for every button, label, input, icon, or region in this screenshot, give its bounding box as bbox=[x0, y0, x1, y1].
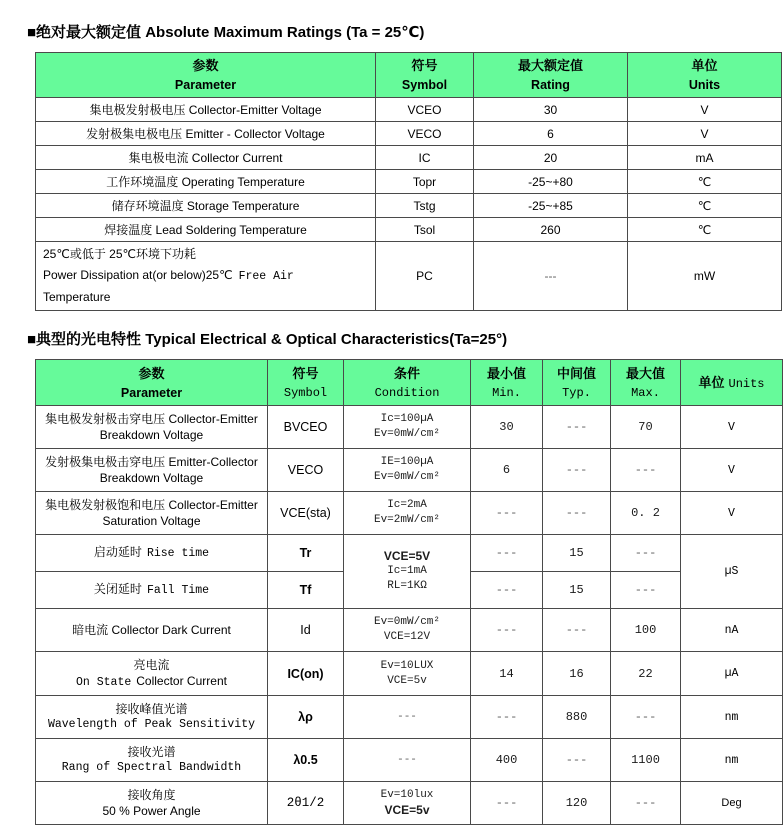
param-header-zh: 参数 bbox=[138, 365, 165, 381]
rating-cell: 20 bbox=[474, 146, 628, 170]
param-en: Fall Time bbox=[146, 584, 210, 597]
table-row bbox=[36, 218, 782, 242]
param-en: 50 % Power Angle bbox=[102, 804, 201, 818]
units-cell: mA bbox=[628, 146, 782, 170]
typ-header-zh: 中间值 bbox=[556, 365, 596, 381]
absolute-maximum-ratings-table bbox=[35, 52, 782, 311]
condition-line: Ev=10LUX bbox=[380, 659, 434, 672]
typ-cell: 880 bbox=[543, 696, 611, 739]
units-cell: V bbox=[681, 492, 783, 535]
symbol-cell: BVCEO bbox=[268, 406, 344, 449]
symbol-header-cell bbox=[376, 53, 474, 98]
param-cell: 工作环境温度 Operating Temperature bbox=[36, 170, 376, 194]
table2-header bbox=[36, 360, 783, 406]
units-cell-merged: µS bbox=[681, 535, 783, 609]
table1-header bbox=[36, 53, 782, 98]
pc-param-line2-sans: Power Dissipation at(or below)25℃ bbox=[43, 268, 233, 282]
param-en-mono: On State bbox=[76, 675, 132, 689]
max-cell: 0. 2 bbox=[611, 492, 681, 535]
rating-cell: 30 bbox=[474, 98, 628, 122]
units-header-zh: 单位 bbox=[698, 374, 725, 390]
condition-cell: --- bbox=[344, 739, 471, 782]
condition-line: VCE=5V bbox=[383, 549, 431, 563]
table1-header-row bbox=[36, 53, 782, 98]
param-cell: 暗电流 Collector Dark Current bbox=[36, 609, 268, 652]
typ-cell: 15 bbox=[543, 572, 611, 609]
units-cell: nm bbox=[681, 696, 783, 739]
symbol-header-zh: 符号 bbox=[411, 58, 438, 73]
min-cell: --- bbox=[471, 535, 543, 572]
condition-line: Ev=0mW/cm² bbox=[373, 616, 440, 628]
min-header-zh: 最小值 bbox=[486, 365, 526, 381]
param-cell bbox=[36, 652, 268, 696]
param-cell: 发射极集电极击穿电压 Emitter-Collector Breakdown Voltage bbox=[36, 449, 268, 492]
param-en: Rang of Spectral Bandwidth bbox=[61, 761, 242, 774]
min-header-cell bbox=[471, 360, 543, 406]
condition-cell bbox=[344, 492, 471, 535]
table-row bbox=[36, 98, 782, 122]
param-cell: 储存环境温度 Storage Temperature bbox=[36, 194, 376, 218]
param-cell bbox=[36, 572, 268, 609]
units-cell: ℃ bbox=[628, 170, 782, 194]
symbol-cell: Id bbox=[268, 609, 344, 652]
max-cell: 1100 bbox=[611, 739, 681, 782]
symbol-cell: Tr bbox=[268, 535, 344, 572]
rating-cell: 6 bbox=[474, 122, 628, 146]
pc-param-line2 bbox=[43, 265, 368, 287]
param-header-zh: 参数 bbox=[192, 58, 219, 73]
param-cell bbox=[36, 242, 376, 311]
rating-cell: -25~+80 bbox=[474, 170, 628, 194]
param-header-en: Parameter bbox=[120, 385, 183, 400]
symbol-cell: Tstg bbox=[376, 194, 474, 218]
condition-line: RL=1KΩ bbox=[387, 580, 427, 592]
condition-cell bbox=[344, 782, 471, 825]
symbol-cell: λρ bbox=[268, 696, 344, 739]
condition-line: Ev=0mW/cm² bbox=[373, 428, 440, 440]
table-row bbox=[36, 194, 782, 218]
param-zh: 接收光谱 bbox=[127, 745, 176, 759]
param-cell: 集电极发射极饱和电压 Collector-Emitter Saturation Voltage bbox=[36, 492, 268, 535]
table-row-power-angle bbox=[36, 782, 783, 825]
min-cell: 400 bbox=[471, 739, 543, 782]
max-cell: --- bbox=[611, 696, 681, 739]
max-cell: --- bbox=[611, 535, 681, 572]
units-header-en: Units bbox=[728, 376, 765, 391]
typ-cell: --- bbox=[543, 406, 611, 449]
param-header-cell bbox=[36, 360, 268, 406]
table-row-bvceo bbox=[36, 406, 783, 449]
symbol-header-cell bbox=[268, 360, 344, 406]
condition-header-cell bbox=[344, 360, 471, 406]
symbol-header-zh: 符号 bbox=[292, 365, 319, 381]
min-header-en: Min. bbox=[492, 385, 521, 400]
symbol-cell: VECO bbox=[376, 122, 474, 146]
symbol-cell: VCEO bbox=[376, 98, 474, 122]
typ-cell: 120 bbox=[543, 782, 611, 825]
max-header-zh: 最大值 bbox=[625, 365, 665, 381]
param-cell bbox=[36, 739, 268, 782]
typ-cell: --- bbox=[543, 609, 611, 652]
symbol-cell: VCE(sta) bbox=[268, 492, 344, 535]
param-header-cell bbox=[36, 53, 376, 98]
min-cell: --- bbox=[471, 696, 543, 739]
pc-param-line1: 25℃或低于 25℃环境下功耗 bbox=[43, 247, 196, 261]
table-row-vce-sta bbox=[36, 492, 783, 535]
units-cell: V bbox=[681, 449, 783, 492]
condition-line: VCE=5v bbox=[387, 674, 427, 687]
symbol-cell: Tsol bbox=[376, 218, 474, 242]
param-header-en: Parameter bbox=[174, 78, 237, 92]
min-cell: 14 bbox=[471, 652, 543, 696]
table-row bbox=[36, 170, 782, 194]
rating-header-en: Rating bbox=[531, 78, 570, 92]
symbol-cell: λ0.5 bbox=[268, 739, 344, 782]
condition-line: Ic=1mA bbox=[387, 565, 427, 577]
table2-header-row bbox=[36, 360, 783, 406]
min-cell: --- bbox=[471, 492, 543, 535]
symbol-cell: PC bbox=[376, 242, 474, 311]
param-zh: 启动延时 bbox=[93, 545, 142, 559]
param-en: Rise time bbox=[146, 547, 210, 560]
condition-line: VCE=12V bbox=[383, 631, 431, 643]
condition-cell bbox=[344, 406, 471, 449]
units-header-cell bbox=[681, 360, 783, 406]
condition-line: Ic=2mA bbox=[387, 499, 427, 511]
param-cell: 发射极集电极电压 Emitter - Collector Voltage bbox=[36, 122, 376, 146]
pc-param-line2-mono: Free Air bbox=[238, 270, 294, 283]
units-cell: V bbox=[681, 406, 783, 449]
param-en: Wavelength of Peak Sensitivity bbox=[47, 718, 256, 731]
param-cell bbox=[36, 535, 268, 572]
units-header-zh: 单位 bbox=[691, 58, 718, 73]
units-cell: Deg bbox=[681, 782, 783, 825]
condition-line: IE=100µA bbox=[380, 456, 434, 468]
condition-line: Ev=10lux bbox=[380, 789, 434, 801]
rating-header-cell bbox=[474, 53, 628, 98]
condition-line: VCE=5v bbox=[384, 803, 430, 817]
condition-cell: --- bbox=[344, 696, 471, 739]
table-row-rise-time bbox=[36, 535, 783, 572]
max-cell: --- bbox=[611, 449, 681, 492]
max-cell: 70 bbox=[611, 406, 681, 449]
min-cell: --- bbox=[471, 572, 543, 609]
param-zh: 接收角度 bbox=[127, 788, 176, 802]
condition-cell bbox=[344, 609, 471, 652]
max-cell: --- bbox=[611, 572, 681, 609]
symbol-cell: IC bbox=[376, 146, 474, 170]
symbol-header-en: Symbol bbox=[283, 385, 328, 400]
symbol-cell: IC(on) bbox=[268, 652, 344, 696]
param-zh: 接收峰值光谱 bbox=[115, 702, 188, 716]
symbol-cell: Tf bbox=[268, 572, 344, 609]
param-cell bbox=[36, 696, 268, 739]
param-en: Collector Current bbox=[136, 673, 227, 688]
electrical-optical-characteristics-table bbox=[35, 359, 783, 825]
symbol-cell: 2θ1/2 bbox=[268, 782, 344, 825]
rating-cell: --- bbox=[474, 242, 628, 311]
units-cell: µA bbox=[681, 652, 783, 696]
units-header-en: Units bbox=[688, 78, 721, 92]
max-header-cell bbox=[611, 360, 681, 406]
table-row-spectral-bandwidth bbox=[36, 739, 783, 782]
param-cell: 集电极发射极击穿电压 Collector-Emitter Breakdown Voltage bbox=[36, 406, 268, 449]
condition-cell bbox=[344, 652, 471, 696]
units-cell: ℃ bbox=[628, 218, 782, 242]
condition-cell bbox=[344, 449, 471, 492]
typ-cell: --- bbox=[543, 492, 611, 535]
table-row-veco bbox=[36, 449, 783, 492]
symbol-cell: Topr bbox=[376, 170, 474, 194]
table-row bbox=[36, 146, 782, 170]
max-cell: --- bbox=[611, 782, 681, 825]
electrical-optical-characteristics-title: ■典型的光电特性 Typical Electrical & Optical Characteristics(Ta=25°) bbox=[27, 331, 508, 348]
typ-cell: 15 bbox=[543, 535, 611, 572]
table-row-dark-current bbox=[36, 609, 783, 652]
units-cell: mW bbox=[628, 242, 782, 311]
param-cell bbox=[36, 782, 268, 825]
max-cell: 22 bbox=[611, 652, 681, 696]
table-row-on-state-current bbox=[36, 652, 783, 696]
units-cell: nm bbox=[681, 739, 783, 782]
param-en-line bbox=[39, 673, 264, 691]
units-cell: V bbox=[628, 98, 782, 122]
typ-header-en: Typ. bbox=[562, 385, 591, 400]
typ-cell: --- bbox=[543, 739, 611, 782]
table-row-power-dissipation bbox=[36, 242, 782, 311]
rating-cell: -25~+85 bbox=[474, 194, 628, 218]
rating-cell: 260 bbox=[474, 218, 628, 242]
rating-header-zh: 最大额定值 bbox=[517, 58, 583, 73]
units-cell: nA bbox=[681, 609, 783, 652]
symbol-header-en: Symbol bbox=[401, 78, 448, 92]
param-zh: 关闭延时 bbox=[93, 582, 142, 596]
condition-header-zh: 条件 bbox=[393, 365, 420, 381]
condition-line: Ev=2mW/cm² bbox=[373, 514, 440, 526]
condition-cell-merged bbox=[344, 535, 471, 609]
table1-body bbox=[36, 98, 782, 311]
condition-line: Ev=0mW/cm² bbox=[373, 471, 440, 483]
symbol-cell: VECO bbox=[268, 449, 344, 492]
param-cell: 焊接温度 Lead Soldering Temperature bbox=[36, 218, 376, 242]
absolute-maximum-ratings-title: ■绝对最大额定值 Absolute Maximum Ratings (Ta = 25℃) bbox=[27, 24, 425, 41]
table-row-peak-sensitivity bbox=[36, 696, 783, 739]
pc-param-line3: Temperature bbox=[43, 290, 111, 304]
condition-header-en: Condition bbox=[374, 385, 440, 400]
min-cell: --- bbox=[471, 609, 543, 652]
typ-cell: --- bbox=[543, 449, 611, 492]
max-header-en: Max. bbox=[631, 385, 660, 400]
param-cell: 集电极发射极电压 Collector-Emitter Voltage bbox=[36, 98, 376, 122]
condition-line: Ic=100µA bbox=[380, 413, 434, 425]
table-row bbox=[36, 122, 782, 146]
table2-body bbox=[36, 406, 783, 825]
min-cell: 30 bbox=[471, 406, 543, 449]
units-header-cell bbox=[628, 53, 782, 98]
param-cell: 集电极电流 Collector Current bbox=[36, 146, 376, 170]
param-zh: 亮电流 bbox=[133, 657, 170, 672]
min-cell: 6 bbox=[471, 449, 543, 492]
typ-cell: 16 bbox=[543, 652, 611, 696]
units-cell: ℃ bbox=[628, 194, 782, 218]
max-cell: 100 bbox=[611, 609, 681, 652]
typ-header-cell bbox=[543, 360, 611, 406]
min-cell: --- bbox=[471, 782, 543, 825]
units-cell: V bbox=[628, 122, 782, 146]
